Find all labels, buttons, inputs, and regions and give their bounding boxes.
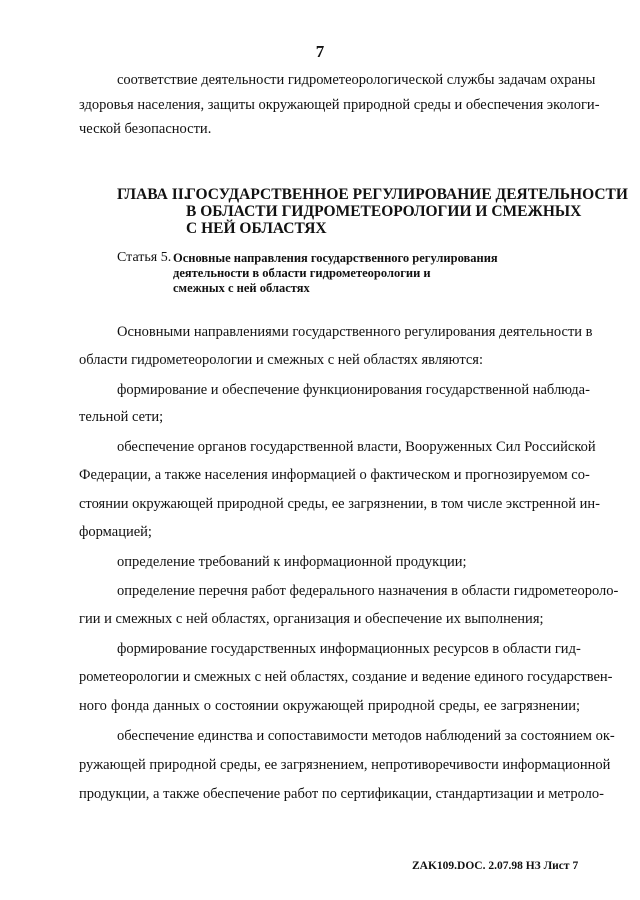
page-number: 7 bbox=[315, 42, 325, 61]
body-line-9: определение требований к информационной продукции; bbox=[117, 554, 467, 570]
chapter-title-line-3: С НЕЙ ОБЛАСТЯХ bbox=[186, 220, 327, 237]
body-line-12: формирование государственных информационных ресурсов в области гид- bbox=[117, 641, 581, 657]
article-title-line-1: Основные направления государственного регулирования bbox=[173, 251, 498, 265]
article-title-line-2: деятельности в области гидрометеорологии и bbox=[173, 266, 431, 280]
article-label: Статья 5. bbox=[117, 250, 172, 265]
intro-line-2: здоровья населения, защиты окружающей природной среды и обеспечения экологи- bbox=[79, 97, 600, 113]
article-title-line-3: смежных с ней областях bbox=[173, 281, 310, 295]
body-line-2: области гидрометеорологии и смежных с ней областях являются: bbox=[79, 352, 483, 368]
body-line-17: продукции, а также обеспечение работ по сертификации, стандартизации и метроло- bbox=[79, 786, 604, 802]
intro-line-3: ческой безопасности. bbox=[79, 121, 212, 137]
body-line-6: Федерации, а также населения информацией о фактическом и прогнозируемом со- bbox=[79, 467, 590, 483]
body-line-3: формирование и обеспечение функционирования государственной наблюда- bbox=[117, 382, 590, 398]
body-line-8: формацией; bbox=[79, 524, 152, 540]
chapter-label: ГЛАВА II. bbox=[117, 186, 188, 203]
body-line-10: определение перечня работ федерального назначения в области гидрометеороло- bbox=[117, 583, 619, 599]
intro-line-1: соответствие деятельности гидрометеорологической службы задачам охраны bbox=[117, 72, 596, 88]
chapter-title-line-1: ГОСУДАРСТВЕННОЕ РЕГУЛИРОВАНИЕ ДЕЯТЕЛЬНОСТИ bbox=[186, 186, 628, 203]
chapter-title-line-2: В ОБЛАСТИ ГИДРОМЕТЕОРОЛОГИИ И СМЕЖНЫХ bbox=[186, 203, 582, 220]
body-line-1: Основными направлениями государственного регулирования деятельности в bbox=[117, 324, 593, 340]
body-line-16: ружающей природной среды, ее загрязнением, непротиворечивости информационной bbox=[79, 757, 611, 773]
body-line-5: обеспечение органов государственной власти, Вооруженных Сил Российской bbox=[117, 439, 596, 455]
body-line-11: гии и смежных с ней областях, организация и обеспечение их выполнения; bbox=[79, 611, 544, 627]
body-line-7: стоянии окружающей природной среды, ее загрязнении, в том числе экстренной ин- bbox=[79, 496, 600, 512]
body-line-13: рометеорологии и смежных с ней областях, создание и ведение единого государствен- bbox=[79, 669, 613, 685]
body-line-15: обеспечение единства и сопоставимости методов наблюдений за состоянием ок- bbox=[117, 728, 615, 744]
document-footer: ZAK109.DOC. 2.07.98 НЗ Лист 7 bbox=[412, 860, 579, 872]
body-line-4: тельной сети; bbox=[79, 409, 164, 425]
body-line-14: ного фонда данных о состоянии окружающей природной среды, ее загрязнении; bbox=[79, 698, 580, 714]
